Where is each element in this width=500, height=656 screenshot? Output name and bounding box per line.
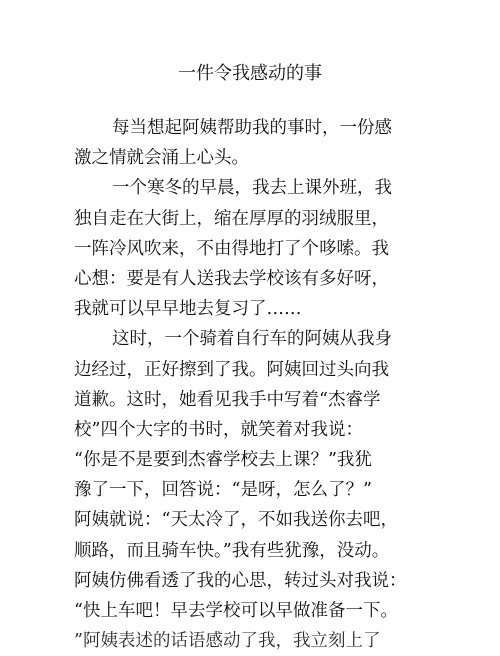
- text-line: 校”四个大字的书时，就笑着对我说：: [74, 419, 363, 440]
- text-line: 我就可以早早地去复习了……: [74, 299, 302, 320]
- text-line: 阿姨就说：“天太冷了，不如我送你去吧，: [74, 510, 398, 531]
- text-line: 心想：要是有人送我去学校该有多好呀，: [74, 268, 389, 289]
- text-line: 这时，一个骑着自行车的阿姨从我身: [112, 329, 392, 350]
- text-line: 激之情就会涌上心头。: [74, 148, 249, 169]
- text-line: 独自走在大街上，缩在厚厚的羽绒服里，: [74, 208, 389, 229]
- text-line: 一个寒冬的早晨，我去上课外班，我: [112, 178, 392, 199]
- text-line: 阿姨仿佛看透了我的心思，转过头对我说：: [74, 570, 407, 591]
- text-line: 道歉。这时，她看见我手中写着“杰睿学: [74, 389, 381, 410]
- text-line: 顺路，而且骑车快。”我有些犹豫，没动。: [74, 540, 390, 561]
- document-body: [74, 113, 434, 656]
- text-line: ”阿姨表述的话语感动了我，我立刻上了: [74, 631, 381, 652]
- text-line: 一阵冷风吹来，不由得地打了个哆嗦。我: [74, 238, 389, 259]
- text-line: “你是不是要到杰睿学校去上课？”我犹: [74, 450, 372, 471]
- text-line: “快上车吧！早去学校可以早做准备一下。: [74, 601, 398, 621]
- text-line: 豫了一下，回答说：“是呀，怎么了？”: [74, 480, 372, 501]
- text-line: 每当想起阿姨帮助我的事时，一份感: [112, 118, 392, 138]
- document-title: 一件令我感动的事: [178, 63, 322, 84]
- text-line: 边经过，正好擦到了我。阿姨回过头向我: [74, 359, 389, 380]
